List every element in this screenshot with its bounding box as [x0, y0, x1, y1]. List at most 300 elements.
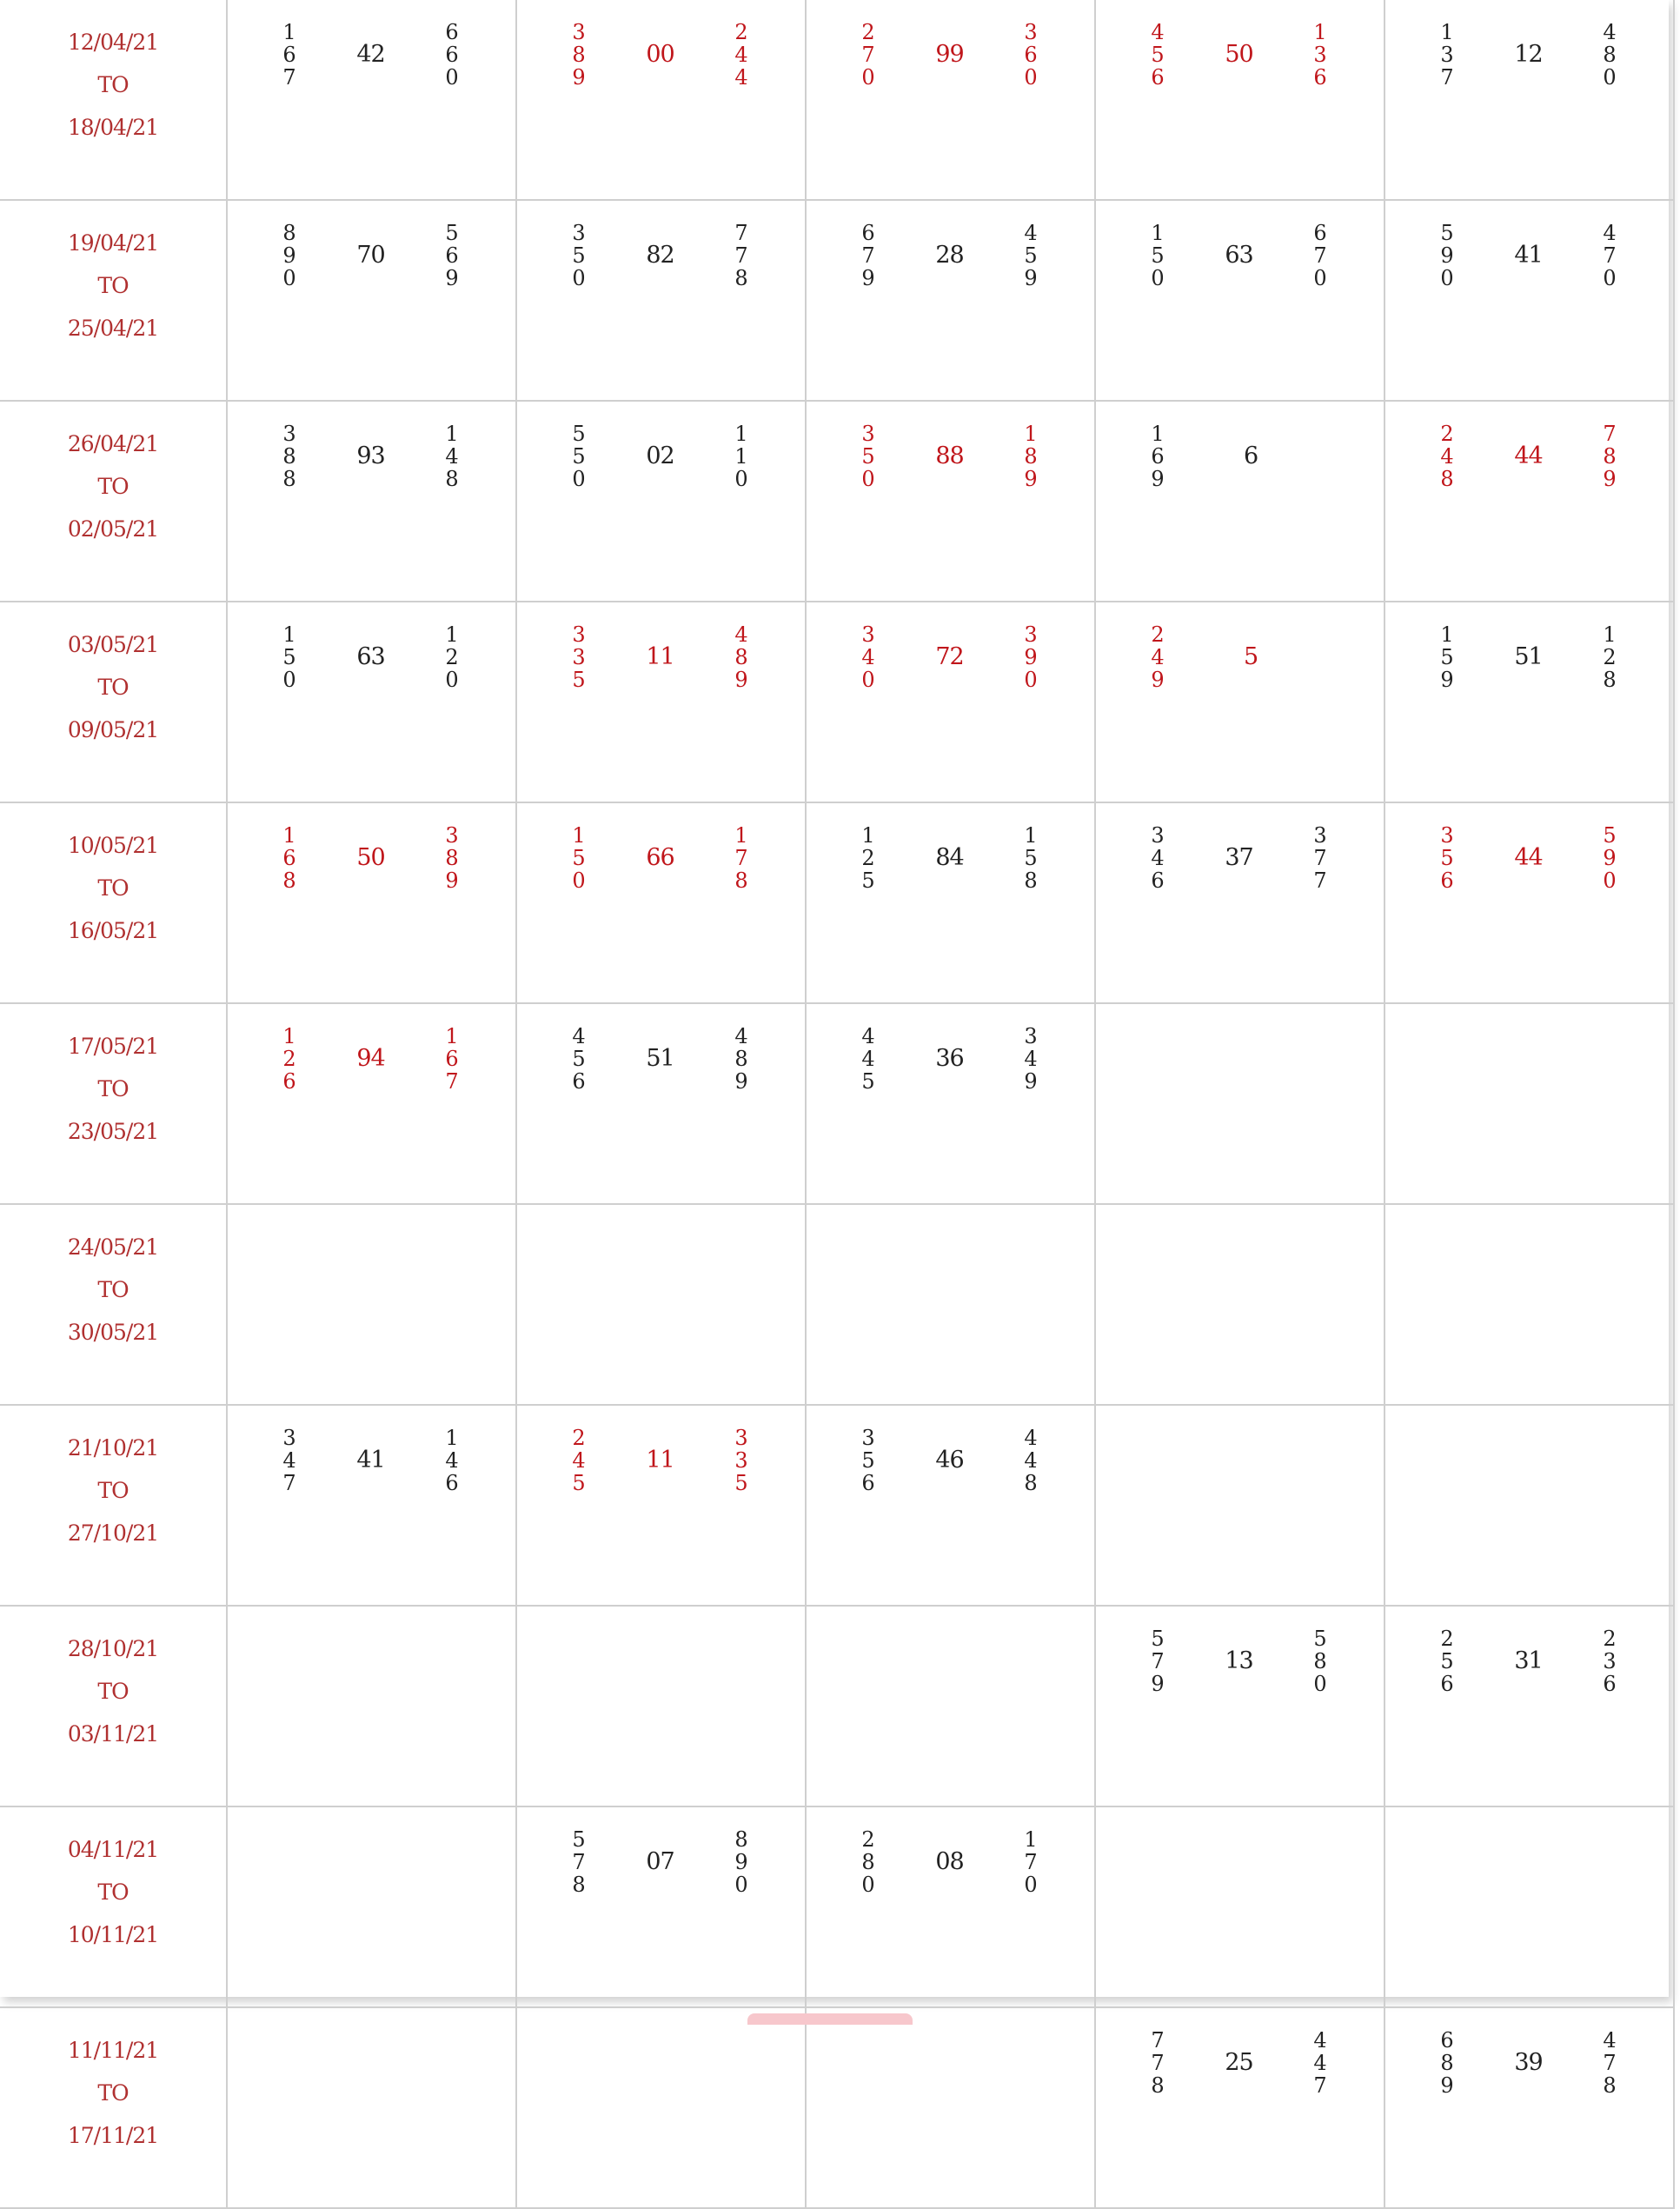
patti-digit: 5: [572, 668, 586, 692]
open-patti: [1148, 21, 1167, 89]
patti-digit: 4: [1603, 2028, 1617, 2053]
day-cell: [1095, 200, 1385, 401]
jodi-number: 08: [935, 1848, 964, 1875]
date-from: 04/11/21: [67, 1837, 159, 1862]
patti-digit: 8: [1603, 668, 1617, 692]
open-patti: [859, 21, 878, 89]
patti-digit: 9: [282, 243, 296, 268]
open-patti: [569, 423, 588, 490]
date-to-label: TO: [97, 1277, 129, 1302]
date-range-cell: [0, 1806, 227, 2007]
open-patti: [569, 222, 588, 289]
patti-digit: 8: [282, 221, 296, 245]
close-patti: [1021, 824, 1040, 892]
patti-digit: 3: [861, 622, 875, 647]
jodi-number: 07: [646, 1848, 674, 1875]
patti-digit: 0: [861, 1873, 875, 1897]
patti-digit: 5: [572, 846, 586, 870]
patti-digit: 5: [861, 868, 875, 893]
patti-digit: 6: [282, 43, 296, 67]
close-patti: [1600, 21, 1619, 89]
patti-digit: 1: [734, 823, 748, 848]
patti-digit: 2: [445, 645, 459, 669]
date-range-cell: [0, 602, 227, 802]
close-patti: [732, 1427, 751, 1494]
day-cell: [1095, 1606, 1385, 1806]
patti-digit: 3: [1024, 622, 1038, 647]
result-group: [517, 803, 805, 911]
patti-digit: 2: [1603, 1627, 1617, 1651]
day-cell: [227, 1606, 516, 1806]
patti-digit: 0: [1603, 868, 1617, 893]
open-patti: [1148, 222, 1167, 289]
patti-digit: 2: [1151, 622, 1165, 647]
patti-digit: 6: [445, 1047, 459, 1071]
result-group: [228, 201, 515, 309]
day-cell: [1095, 2007, 1385, 2208]
patti-digit: 0: [1313, 1672, 1327, 1696]
result-group: [807, 201, 1094, 309]
patti-digit: 5: [1440, 645, 1454, 669]
patti-digit: 4: [734, 1024, 748, 1048]
patti-digit: 5: [861, 444, 875, 469]
result-group: [807, 402, 1094, 509]
jodi-number: 39: [1514, 2049, 1543, 2076]
day-cell: [516, 0, 806, 200]
date-to-label: TO: [97, 1478, 129, 1503]
patti-digit: 1: [1024, 422, 1038, 446]
patti-digit: 9: [734, 1850, 748, 1874]
open-patti: [859, 1828, 878, 1896]
result-group: [228, 402, 515, 509]
open-patti: [859, 623, 878, 691]
patti-digit: 0: [282, 668, 296, 692]
patti-digit: 5: [572, 1471, 586, 1495]
close-patti: [1021, 1828, 1040, 1896]
patti-digit: 6: [445, 243, 459, 268]
close-patti: [1311, 222, 1330, 289]
date-from: 03/05/21: [67, 632, 159, 657]
patti-digit: 0: [1313, 266, 1327, 290]
patti-digit: 0: [1024, 668, 1038, 692]
patti-digit: 7: [1024, 1850, 1038, 1874]
patti-digit: 7: [1313, 243, 1327, 268]
close-patti: [1600, 222, 1619, 289]
patti-digit: 5: [1151, 243, 1165, 268]
patti-digit: 3: [1313, 823, 1327, 848]
date-to: 02/05/21: [67, 516, 159, 542]
day-cell: [227, 0, 516, 200]
patti-digit: 9: [572, 65, 586, 90]
patti-digit: 4: [1024, 1448, 1038, 1473]
patti-digit: 8: [1603, 444, 1617, 469]
date-to-label: TO: [97, 875, 129, 901]
result-group: [228, 1004, 515, 1112]
date-from: 26/04/21: [67, 431, 159, 456]
date-to-label: TO: [97, 72, 129, 97]
date-range-cell: [0, 401, 227, 602]
patti-digit: 3: [572, 645, 586, 669]
patti-digit: 1: [861, 823, 875, 848]
result-group: [1385, 1607, 1673, 1714]
patti-digit: 2: [861, 20, 875, 44]
close-patti: [732, 1828, 751, 1896]
date-from: 24/05/21: [67, 1234, 159, 1260]
close-patti: [1311, 824, 1330, 892]
patti-digit: 0: [861, 668, 875, 692]
patti-digit: 5: [861, 1069, 875, 1094]
patti-digit: 4: [445, 444, 459, 469]
patti-digit: 7: [734, 243, 748, 268]
result-group: [517, 1807, 805, 1915]
result-group: [1385, 402, 1673, 509]
close-patti: [442, 21, 462, 89]
patti-digit: 1: [734, 422, 748, 446]
patti-digit: 1: [1024, 1827, 1038, 1852]
open-patti: [1148, 423, 1167, 490]
day-cell: [516, 602, 806, 802]
patti-digit: 9: [1440, 243, 1454, 268]
day-cell: [1385, 1204, 1674, 1405]
patti-digit: 3: [282, 1426, 296, 1450]
patti-digit: 3: [1151, 823, 1165, 848]
close-patti: [732, 623, 751, 691]
patti-digit: 3: [1024, 20, 1038, 44]
patti-digit: 2: [1440, 422, 1454, 446]
patti-digit: 5: [572, 1827, 586, 1852]
patti-digit: 6: [1151, 65, 1165, 90]
result-group: [517, 602, 805, 710]
date-to-label: TO: [97, 675, 129, 700]
open-patti: [280, 1427, 299, 1494]
patti-digit: 1: [445, 622, 459, 647]
patti-digit: 7: [282, 65, 296, 90]
open-patti: [1148, 2029, 1167, 2097]
patti-digit: 7: [1151, 2028, 1165, 2053]
patti-digit: 9: [1024, 467, 1038, 491]
patti-digit: 9: [861, 266, 875, 290]
day-cell: [1385, 602, 1674, 802]
date-to-label: TO: [97, 273, 129, 298]
patti-digit: 2: [1603, 645, 1617, 669]
patti-digit: 0: [861, 467, 875, 491]
close-patti: [732, 824, 751, 892]
week-row: [0, 200, 1674, 401]
patti-digit: 0: [861, 65, 875, 90]
jodi-number: 11: [646, 643, 674, 670]
patti-digit: 0: [282, 266, 296, 290]
open-patti: [569, 623, 588, 691]
patti-digit: 8: [734, 266, 748, 290]
date-to-label: TO: [97, 474, 129, 499]
patti-digit: 8: [282, 444, 296, 469]
open-patti: [859, 1427, 878, 1494]
patti-digit: 4: [861, 645, 875, 669]
date-range-cell: [0, 1204, 227, 1405]
patti-digit: 8: [734, 645, 748, 669]
patti-digit: 1: [445, 422, 459, 446]
result-group: [228, 0, 515, 108]
patti-digit: 0: [1440, 266, 1454, 290]
open-patti: [569, 824, 588, 892]
day-cell: [516, 1606, 806, 1806]
patti-digit: 9: [445, 266, 459, 290]
day-cell: [806, 200, 1095, 401]
result-group: [228, 803, 515, 911]
patti-digit: 3: [734, 1448, 748, 1473]
day-cell: [227, 1204, 516, 1405]
open-patti: [1438, 1627, 1457, 1695]
patti-digit: 1: [1024, 823, 1038, 848]
patti-digit: 9: [1151, 467, 1165, 491]
patti-digit: 0: [572, 266, 586, 290]
patti-digit: 3: [1440, 43, 1454, 67]
patti-digit: 1: [445, 1426, 459, 1450]
date-to: 25/04/21: [67, 316, 159, 341]
open-patti: [859, 824, 878, 892]
patti-digit: 7: [1151, 2051, 1165, 2075]
open-patti: [280, 21, 299, 89]
day-cell: [1095, 602, 1385, 802]
patti-digit: 4: [1024, 221, 1038, 245]
patti-digit: 1: [282, 1024, 296, 1048]
jodi-number: 36: [935, 1045, 964, 1072]
patti-digit: 5: [572, 243, 586, 268]
date-range-cell: [0, 1003, 227, 1204]
date-to: 23/05/21: [67, 1119, 159, 1144]
patti-digit: 7: [1440, 65, 1454, 90]
patti-digit: 1: [445, 1024, 459, 1048]
day-cell: [1095, 802, 1385, 1003]
result-group: [1385, 602, 1673, 710]
result-group: [807, 1004, 1094, 1112]
day-cell: [1385, 1606, 1674, 1806]
jodi-number: 84: [935, 844, 964, 871]
patti-digit: 8: [1024, 868, 1038, 893]
patti-digit: 4: [1313, 2051, 1327, 2075]
patti-digit: 4: [1603, 221, 1617, 245]
week-row: [0, 2007, 1674, 2208]
day-cell: [1385, 1003, 1674, 1204]
patti-digit: 4: [445, 1448, 459, 1473]
patti-digit: 4: [1024, 1047, 1038, 1071]
patti-digit: 6: [1440, 2028, 1454, 2053]
patti-digit: 9: [734, 668, 748, 692]
date-range-cell: [0, 200, 227, 401]
day-cell: [516, 200, 806, 401]
open-patti: [1148, 1627, 1167, 1695]
result-group: [1385, 201, 1673, 309]
patti-digit: 4: [734, 622, 748, 647]
result-group: [228, 1406, 515, 1514]
patti-digit: 7: [861, 43, 875, 67]
open-patti: [280, 623, 299, 691]
result-group: [807, 602, 1094, 710]
patti-digit: 0: [445, 65, 459, 90]
patti-digit: 6: [445, 1471, 459, 1495]
day-cell: [227, 401, 516, 602]
patti-digit: 6: [445, 43, 459, 67]
open-patti: [280, 1025, 299, 1093]
close-patti: [442, 423, 462, 490]
patti-digit: 1: [734, 444, 748, 469]
patti-digit: 4: [861, 1047, 875, 1071]
result-group: [1096, 602, 1384, 710]
result-group: [1385, 0, 1673, 108]
patti-digit: 8: [1313, 1649, 1327, 1673]
date-to: 27/10/21: [67, 1520, 159, 1546]
day-cell: [227, 2007, 516, 2208]
patti-digit: 2: [1440, 1627, 1454, 1651]
close-patti: [1600, 1627, 1619, 1695]
open-patti: [1438, 824, 1457, 892]
patti-digit: 8: [1440, 467, 1454, 491]
open-patti: [859, 423, 878, 490]
date-to-label: TO: [97, 2080, 129, 2106]
jodi-number: 50: [356, 844, 385, 871]
day-cell: [1385, 1806, 1674, 2007]
patti-digit: 7: [282, 1471, 296, 1495]
patti-digit: 3: [445, 823, 459, 848]
open-patti: [569, 1025, 588, 1093]
open-patti: [1438, 423, 1457, 490]
patti-digit: 3: [572, 622, 586, 647]
day-cell: [1385, 0, 1674, 200]
patti-digit: 9: [1440, 2073, 1454, 2098]
day-cell: [227, 802, 516, 1003]
result-group: [517, 1406, 805, 1514]
patti-digit: 7: [1313, 846, 1327, 870]
patti-digit: 5: [1024, 243, 1038, 268]
result-group: [807, 1406, 1094, 1514]
jodi-number: 51: [646, 1045, 674, 1072]
date-to-label: TO: [97, 1880, 129, 1905]
jodi-number: 66: [646, 844, 674, 871]
patti-digit: 4: [1151, 645, 1165, 669]
patti-digit: 2: [734, 20, 748, 44]
close-patti: [442, 1025, 462, 1093]
day-cell: [1385, 802, 1674, 1003]
patti-digit: 7: [445, 1069, 459, 1094]
day-cell: [227, 1806, 516, 2007]
patti-digit: 8: [734, 1047, 748, 1071]
open-patti: [1438, 2029, 1457, 2097]
close-patti: [732, 21, 751, 89]
patti-digit: 9: [1024, 1069, 1038, 1094]
patti-digit: 5: [572, 1047, 586, 1071]
patti-digit: 9: [1440, 668, 1454, 692]
result-group: [517, 0, 805, 108]
date-from: 28/10/21: [67, 1636, 159, 1661]
day-cell: [806, 1204, 1095, 1405]
patti-digit: 0: [1024, 1873, 1038, 1897]
day-cell: [806, 2007, 1095, 2208]
patti-digit: 5: [1313, 1627, 1327, 1651]
patti-digit: 3: [282, 422, 296, 446]
patti-digit: 0: [1603, 65, 1617, 90]
patti-digit: 7: [734, 846, 748, 870]
jodi-number: 31: [1514, 1647, 1543, 1674]
close-patti: [732, 222, 751, 289]
patti-digit: 0: [1151, 266, 1165, 290]
day-cell: [227, 200, 516, 401]
result-group: [1096, 1607, 1384, 1714]
day-cell: [1095, 1003, 1385, 1204]
patti-digit: 5: [1603, 823, 1617, 848]
result-group: [807, 803, 1094, 911]
jodi-number: 44: [1514, 844, 1543, 871]
bottom-button-edge[interactable]: [747, 2013, 913, 2025]
date-to: 30/05/21: [67, 1320, 159, 1345]
patti-digit: 3: [861, 422, 875, 446]
patti-digit: 8: [861, 1850, 875, 1874]
patti-digit: 8: [1024, 1471, 1038, 1495]
patti-digit: 6: [1151, 444, 1165, 469]
jodi-number: 63: [1225, 242, 1253, 269]
patti-digit: 0: [1024, 65, 1038, 90]
date-from: 11/11/21: [67, 2038, 159, 2063]
jodi-number: 46: [935, 1447, 964, 1474]
close-patti: [1021, 423, 1040, 490]
date-from: 21/10/21: [67, 1435, 159, 1460]
day-cell: [1385, 1405, 1674, 1606]
patti-digit: 4: [1440, 444, 1454, 469]
open-patti: [859, 222, 878, 289]
patti-digit: 8: [1151, 2073, 1165, 2098]
patti-digit: 2: [861, 846, 875, 870]
day-cell: [516, 1204, 806, 1405]
patti-digit: 6: [861, 1471, 875, 1495]
patti-digit: 5: [572, 444, 586, 469]
patti-digit: 5: [282, 645, 296, 669]
patti-digit: 5: [1440, 221, 1454, 245]
patti-digit: 0: [1603, 266, 1617, 290]
patti-digit: 5: [445, 221, 459, 245]
patti-digit: 7: [572, 1850, 586, 1874]
week-row: [0, 1606, 1674, 1806]
day-cell: [806, 0, 1095, 200]
patti-digit: 6: [282, 1069, 296, 1094]
patti-digit: 1: [282, 20, 296, 44]
day-cell: [516, 2007, 806, 2208]
patti-digit: 5: [572, 422, 586, 446]
date-to: 18/04/21: [67, 115, 159, 140]
patti-digit: 0: [734, 467, 748, 491]
patti-digit: 4: [861, 1024, 875, 1048]
patti-digit: 8: [1024, 444, 1038, 469]
week-row: [0, 1204, 1674, 1405]
patti-digit: 6: [1440, 1672, 1454, 1696]
date-range-cell: [0, 2007, 227, 2208]
patti-digit: 9: [1151, 1672, 1165, 1696]
jodi-number: 37: [1225, 844, 1253, 871]
open-patti: [1148, 623, 1167, 691]
close-patti: [1311, 21, 1330, 89]
jodi-number: 51: [1514, 643, 1543, 670]
close-patti: [1600, 623, 1619, 691]
result-group: [228, 602, 515, 710]
day-cell: [806, 1606, 1095, 1806]
patti-digit: 9: [1024, 645, 1038, 669]
patti-digit: 7: [734, 221, 748, 245]
jodi-number: 63: [356, 643, 385, 670]
day-cell: [1095, 1405, 1385, 1606]
jodi-number: 13: [1225, 1647, 1253, 1674]
week-row: [0, 1806, 1674, 2007]
patti-digit: 6: [1603, 1672, 1617, 1696]
patti-digit: 6: [1024, 43, 1038, 67]
jodi-number: 5: [1244, 643, 1258, 670]
